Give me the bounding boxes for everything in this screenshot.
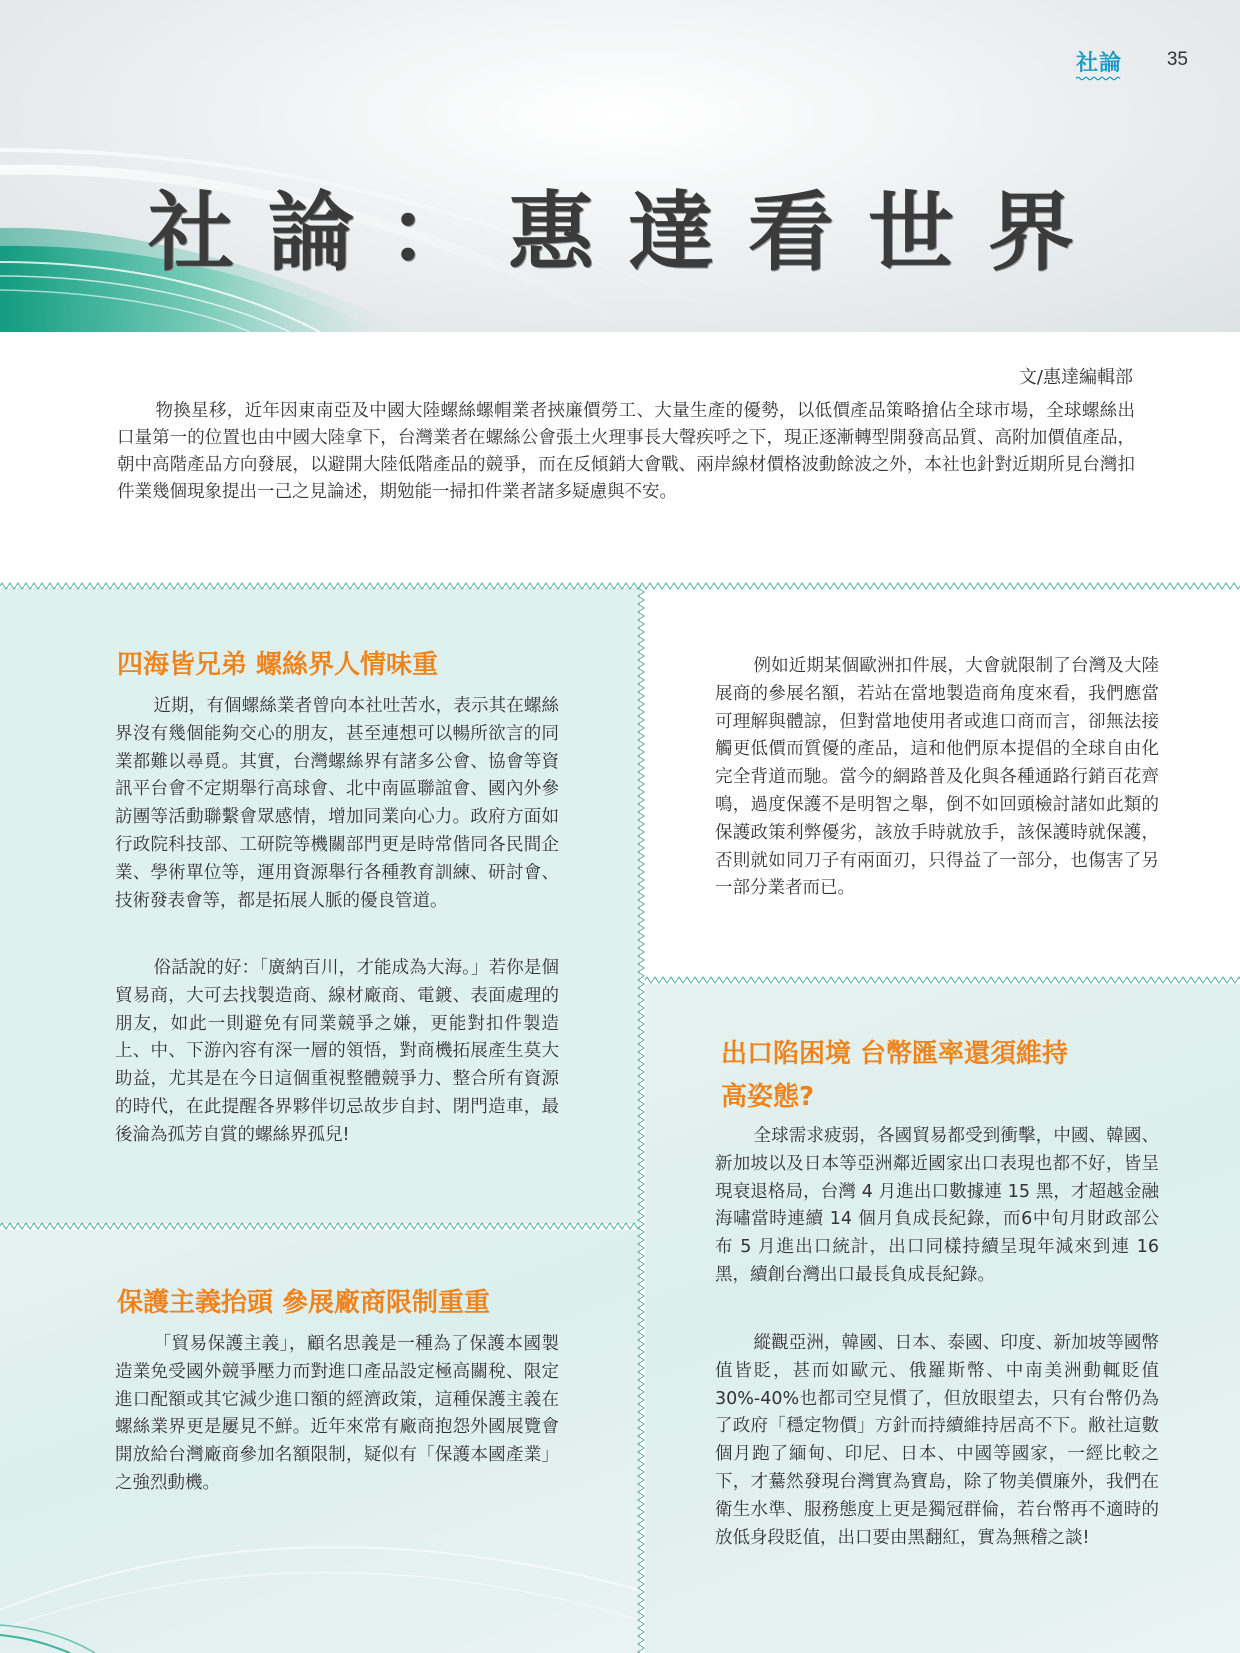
divider-right-mid bbox=[645, 976, 1240, 984]
heading-protection: 保護主義抬頭 參展廠商限制重重 bbox=[117, 1288, 491, 1318]
paragraph-europe-1: 例如近期某個歐洲扣件展，大會就限制了台灣及大陸展商的參展名額，若站在當地製造商角度來看，我們應當可理解與體諒，但對當地使用者或進口商而言，卻無法接觸更低價而質優的產品，這和他們原本提倡的全球自由化完全背道而馳。當今的網路普及化與各種通路行銷百花齊鳴，過度保護不是明智之舉，倒不如回頭檢討諸如此類的保護政策利弊優劣，該放手時就放手，該保護時就保護，否則就如同刀子有兩面刃，只得益了一部分，也傷害了另一部分業者而已。 bbox=[715, 656, 1159, 899]
page-number: 35 bbox=[1166, 49, 1188, 70]
heading-export-line2: 高姿態? bbox=[721, 1082, 815, 1112]
byline: 文/惠達編輯部 bbox=[1018, 367, 1133, 388]
heading-export-line1: 出口陷困境 台幣匯率還須維持 bbox=[721, 1039, 1069, 1069]
header-banner bbox=[0, 0, 1240, 332]
section-tag: 社論 bbox=[1075, 50, 1122, 76]
paragraph-protection-1: 「貿易保護主義」，顧名思義是一種為了保護本國製造業免受國外競爭壓力而對進口產品設定極高關稅、限定進口配額或其它減少進口額的經濟政策，這種保護主義在螺絲業界更是屢見不鮮。近年來常有廠商抱怨外國展覽會開放給台灣廠商參加名額限制，疑似有「保護本國產業」之強烈動機。 bbox=[115, 1334, 559, 1493]
divider-top bbox=[0, 582, 1240, 590]
heading-brothers: 四海皆兄弟 螺絲界人情味重 bbox=[117, 650, 439, 680]
divider-left-mid bbox=[0, 1222, 640, 1230]
paragraph-export-1: 全球需求疲弱，各國貿易都受到衝擊，中國、韓國、新加坡以及日本等亞洲鄰近國家出口表現也都不好，皆呈現衰退格局，台灣 4 月進出口數據連 15 黑，才超越金融海嘯當時連續 14 個月負成長紀錄，而6中旬月財政部公布 5 月進出口統計，出口同樣持續呈現年減來到連 16 黑，續創台灣出口最長負成長紀錄。 bbox=[715, 1126, 1159, 1285]
section-tag-underline bbox=[1076, 76, 1122, 81]
divider-vertical bbox=[637, 586, 645, 1653]
page-title: 社論：惠達看世界 bbox=[148, 182, 1108, 283]
paragraph-export-2: 縱觀亞洲，韓國、日本、泰國、印度、新加坡等國幣值皆貶，甚而如歐元、俄羅斯幣、中南美洲動輒貶值30%-40%也都司空見慣了，但放眼望去，只有台幣仍為了政府「穩定物價」方針而持續維持居高不下。敝社這數個月跑了緬甸、印尼、日本、中國等國家，一經比較之下，才驀然發現台灣實為寶島，除了物美價廉外，我們在衛生水準、服務態度上更是獨冠群倫，若台幣再不適時的放低身段貶值，出口要由黑翻紅，實為無稽之談! bbox=[715, 1333, 1159, 1548]
paragraph-brothers-1: 近期，有個螺絲業者曾向本社吐苦水，表示其在螺絲界沒有幾個能夠交心的朋友，甚至連想可以暢所欲言的同業都難以尋覓。其實，台灣螺絲界有諸多公會、協會等資訊平台會不定期舉行高球會、北中南區聯誼會、國內外參訪團等活動聯繫會眾感情，增加同業向心力。政府方面如行政院科技部、工研院等機關部門更是時常偕同各民間企業、學術單位等，運用資源舉行各種教育訓練、研討會、技術發表會等，都是拓展人脈的優良管道。 bbox=[115, 696, 559, 911]
paragraph-brothers-2: 俗話說的好：「廣納百川，才能成為大海。」若你是個貿易商，大可去找製造商、線材廠商、電鍍、表面處理的朋友，如此一則避免有同業競爭之嫌，更能對扣件製造上、中、下游內容有深一層的領悟，對商機拓展產生莫大助益，尤其是在今日這個重視整體競爭力、整合所有資源的時代，在此提醒各界夥伴切忌故步自封、閉門造車，最後淪為孤芳自賞的螺絲界孤兒! bbox=[115, 958, 559, 1145]
intro-paragraph: 物換星移，近年因東南亞及中國大陸螺絲螺帽業者挾廉價勞工、大量生產的優勢，以低價產品策略搶佔全球市場，全球螺絲出口量第一的位置也由中國大陸拿下，台灣業者在螺絲公會張土火理事長大聲疾呼之下，現正逐漸轉型開發高品質、高附加價值產品，朝中高階產品方向發展，以避開大陸低階產品的競爭，而在反傾銷大會戰、兩岸線材價格波動餘波之外，本社也針對近期所見台灣扣件業幾個現象提出一己之見論述，期勉能一掃扣件業者諸多疑慮與不安。 bbox=[117, 401, 1135, 502]
